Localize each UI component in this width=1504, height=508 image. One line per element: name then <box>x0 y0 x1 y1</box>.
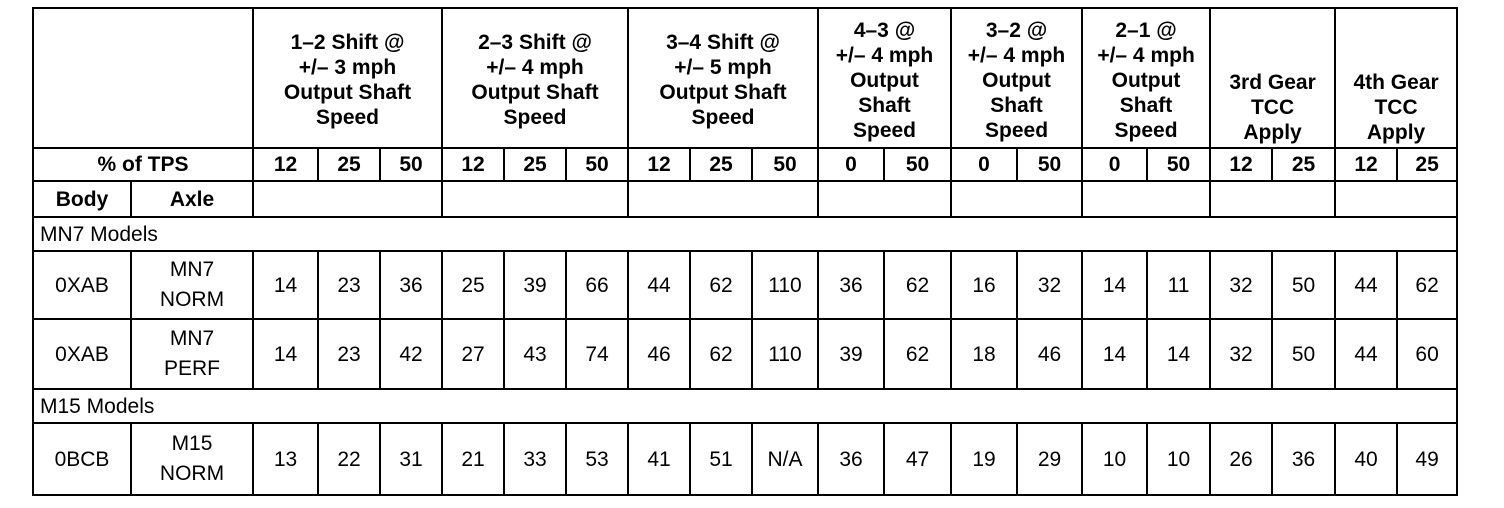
value-cell: 44 <box>1335 319 1397 389</box>
value-cell: 10 <box>1147 423 1210 495</box>
header-line: +/– 4 mph <box>835 43 934 67</box>
header-line: +/– 3 mph <box>298 56 397 79</box>
value-cell: 44 <box>628 251 690 319</box>
header-line: 3–2 @ <box>985 18 1048 42</box>
tps-value: 12 <box>628 148 690 181</box>
tps-value: 0 <box>818 148 884 181</box>
value-cell: 27 <box>442 319 504 389</box>
blank-cell <box>951 181 1082 217</box>
value-cell: 60 <box>1397 319 1457 389</box>
body-cell: 0XAB <box>33 319 131 389</box>
tps-value: 25 <box>318 148 380 181</box>
value-cell: 53 <box>566 423 628 495</box>
axle-cell <box>131 251 253 319</box>
value-cell: 66 <box>566 251 628 319</box>
axle-line: NORM <box>159 462 225 485</box>
value-cell: 46 <box>628 319 690 389</box>
blank-cell <box>1082 181 1210 217</box>
axle-cell <box>131 423 253 495</box>
value-cell: 32 <box>1017 251 1082 319</box>
header-line: Apply <box>1243 121 1302 144</box>
header-line: Apply <box>1366 121 1426 144</box>
header-line: Speed <box>503 106 567 129</box>
section-row <box>33 389 1457 423</box>
value-cell: 51 <box>690 423 752 495</box>
tps-row <box>33 148 1457 181</box>
tps-value: 50 <box>1017 148 1082 181</box>
table-row <box>33 319 1457 389</box>
value-cell: 36 <box>380 251 442 319</box>
header-line: Speed <box>691 106 755 129</box>
value-cell: 14 <box>1082 319 1147 389</box>
tps-value: 12 <box>1210 148 1272 181</box>
table-row <box>33 251 1457 319</box>
header-line: Shaft <box>1119 93 1173 117</box>
value-cell: 39 <box>504 251 566 319</box>
header-4-3 <box>818 8 951 148</box>
header-line: Speed <box>985 118 1049 142</box>
header-line: Shaft <box>858 93 911 117</box>
value-cell: 110 <box>752 251 818 319</box>
tps-value: 50 <box>380 148 442 181</box>
axle-line: PERF <box>163 357 220 380</box>
header-line: Speed <box>315 106 380 129</box>
value-cell: 10 <box>1082 423 1147 495</box>
tps-value: 0 <box>1082 148 1147 181</box>
tps-value: 50 <box>884 148 951 181</box>
value-cell: 32 <box>1210 319 1272 389</box>
header-line: Speed <box>1114 118 1178 142</box>
value-cell: 22 <box>318 423 380 495</box>
tps-value: 12 <box>442 148 504 181</box>
tps-value: 25 <box>690 148 752 181</box>
header-3-4-shift <box>628 8 818 148</box>
table-row <box>33 423 1457 495</box>
value-cell: 42 <box>380 319 442 389</box>
header-line: 4th Gear <box>1353 71 1439 94</box>
value-cell: 50 <box>1272 319 1335 389</box>
header-line: Output <box>982 68 1051 92</box>
tps-value: 25 <box>504 148 566 181</box>
value-cell: 62 <box>690 319 752 389</box>
header-1-2-shift <box>253 8 442 148</box>
header-line: +/– 4 mph <box>486 56 584 79</box>
header-line: 3rd Gear <box>1229 71 1316 94</box>
value-cell: 41 <box>628 423 690 495</box>
blank-cell <box>818 181 951 217</box>
header-line: Output <box>850 68 919 92</box>
tps-value: 12 <box>1335 148 1397 181</box>
tps-value: 50 <box>752 148 818 181</box>
value-cell: 31 <box>380 423 442 495</box>
value-cell: 40 <box>1335 423 1397 495</box>
tps-value: 0 <box>951 148 1017 181</box>
blank-cell <box>253 181 442 217</box>
value-cell: 62 <box>1397 251 1457 319</box>
header-line: Output Shaft <box>659 81 787 104</box>
value-cell: 36 <box>818 423 884 495</box>
value-cell: 62 <box>884 319 951 389</box>
value-cell: 110 <box>752 319 818 389</box>
value-cell: 26 <box>1210 423 1272 495</box>
header-line: Output Shaft <box>283 81 412 104</box>
header-line: 1–2 Shift @ <box>290 31 405 54</box>
blank-cell <box>1335 181 1457 217</box>
value-cell: 44 <box>1335 251 1397 319</box>
blank-cell <box>442 181 628 217</box>
axle-label: Axle <box>131 181 253 217</box>
header-line: 2–1 @ <box>1115 18 1177 42</box>
shift-speed-table <box>32 7 1458 496</box>
header-line: 4–3 @ <box>853 18 916 42</box>
section-title: M15 Models <box>33 389 1457 423</box>
axle-line: NORM <box>159 288 225 311</box>
value-cell: 46 <box>1017 319 1082 389</box>
value-cell: 23 <box>318 319 380 389</box>
value-cell: 25 <box>442 251 504 319</box>
value-cell: 49 <box>1397 423 1457 495</box>
body-axle-header-row <box>33 181 1457 217</box>
header-line: Shaft <box>990 93 1043 117</box>
body-cell: 0XAB <box>33 251 131 319</box>
header-line: Output <box>1111 68 1181 92</box>
value-cell: N/A <box>752 423 818 495</box>
section-row <box>33 217 1457 251</box>
header-2-3-shift <box>442 8 628 148</box>
value-cell: 14 <box>1147 319 1210 389</box>
value-cell: 21 <box>442 423 504 495</box>
value-cell: 11 <box>1147 251 1210 319</box>
header-3-2 <box>951 8 1082 148</box>
value-cell: 33 <box>504 423 566 495</box>
axle-line: M15 <box>171 432 213 455</box>
header-line: Output Shaft <box>471 81 599 104</box>
header-4th-gear-tcc <box>1335 8 1457 148</box>
value-cell: 43 <box>504 319 566 389</box>
tps-label: % of TPS <box>33 148 253 181</box>
value-cell: 36 <box>818 251 884 319</box>
section-title: MN7 Models <box>33 217 1457 251</box>
body-cell: 0BCB <box>33 423 131 495</box>
value-cell: 23 <box>318 251 380 319</box>
header-line: +/– 5 mph <box>674 56 772 79</box>
tps-value: 25 <box>1272 148 1335 181</box>
value-cell: 14 <box>253 251 318 319</box>
header-line: 2–3 Shift @ <box>478 31 592 54</box>
axle-line: MN7 <box>169 258 215 281</box>
value-cell: 18 <box>951 319 1017 389</box>
value-cell: 29 <box>1017 423 1082 495</box>
axle-line: MN7 <box>169 327 215 350</box>
group-header-row <box>33 8 1457 148</box>
header-line: Speed <box>852 118 917 142</box>
value-cell: 19 <box>951 423 1017 495</box>
tps-value: 25 <box>1397 148 1457 181</box>
value-cell: 14 <box>1082 251 1147 319</box>
blank-cell <box>1210 181 1335 217</box>
corner-cell <box>33 8 253 148</box>
value-cell: 39 <box>818 319 884 389</box>
value-cell: 74 <box>566 319 628 389</box>
value-cell: 32 <box>1210 251 1272 319</box>
value-cell: 36 <box>1272 423 1335 495</box>
value-cell: 47 <box>884 423 951 495</box>
tps-value: 50 <box>1147 148 1210 181</box>
value-cell: 50 <box>1272 251 1335 319</box>
header-line: +/– 4 mph <box>967 43 1066 67</box>
axle-cell <box>131 319 253 389</box>
header-line: 3–4 Shift @ <box>666 31 780 54</box>
value-cell: 16 <box>951 251 1017 319</box>
body-label: Body <box>33 181 131 217</box>
header-line: TCC <box>1250 96 1295 119</box>
tps-value: 50 <box>566 148 628 181</box>
value-cell: 62 <box>884 251 951 319</box>
header-3rd-gear-tcc <box>1210 8 1335 148</box>
value-cell: 13 <box>253 423 318 495</box>
header-line: +/– 4 mph <box>1097 43 1195 67</box>
header-line: TCC <box>1374 96 1418 119</box>
value-cell: 14 <box>253 319 318 389</box>
header-2-1 <box>1082 8 1210 148</box>
tps-value: 12 <box>253 148 318 181</box>
blank-cell <box>628 181 818 217</box>
value-cell: 62 <box>690 251 752 319</box>
